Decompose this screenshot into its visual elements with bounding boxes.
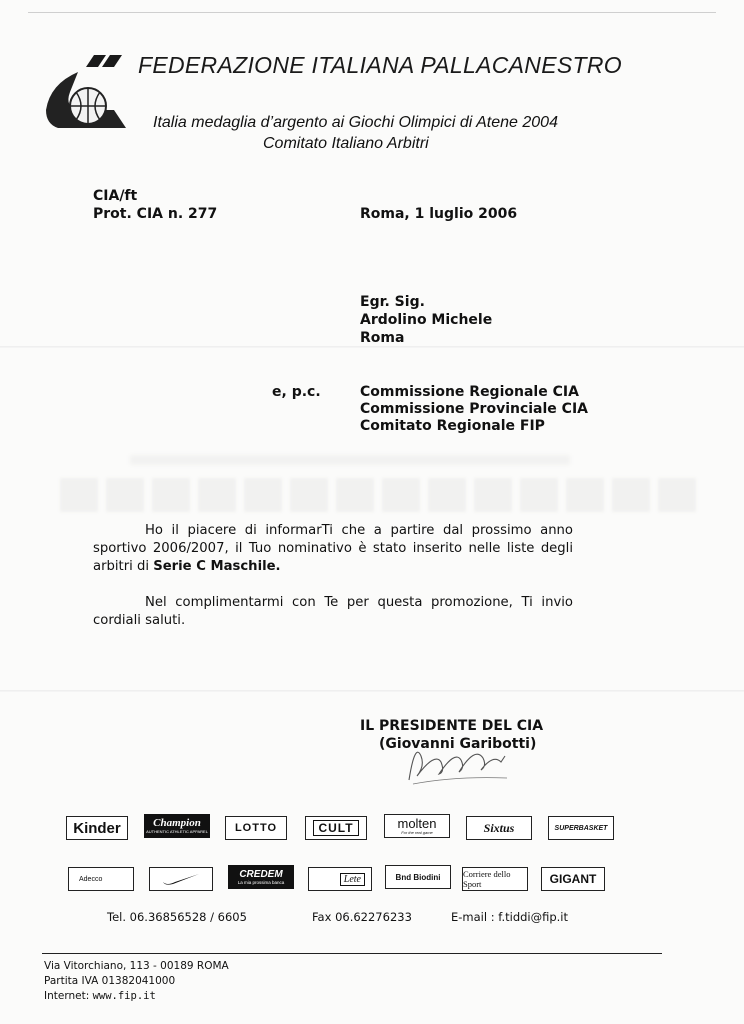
recipient-salutation: Egr. Sig. bbox=[360, 294, 425, 310]
sponsor-nike bbox=[149, 867, 213, 891]
footer-address: Via Vitorchiano, 113 - 00189 ROMA bbox=[44, 960, 229, 972]
contact-email[interactable]: E-mail : f.tiddi@fip.it bbox=[451, 910, 569, 924]
sponsor-molten: molten For the real game bbox=[384, 814, 450, 838]
sponsor-sixtus: Sixtus bbox=[466, 816, 532, 840]
cc-line: Comitato Regionale FIP bbox=[360, 418, 545, 434]
contact-fax: Fax 06.62276233 bbox=[312, 910, 412, 924]
sponsor-adecco: Adecco bbox=[68, 867, 134, 891]
paper-fold bbox=[0, 346, 744, 348]
committee-subtitle: Comitato Italiano Arbitri bbox=[263, 135, 429, 152]
sponsor-champion: Champion AUTHENTIC ATHLETIC APPAREL bbox=[144, 814, 210, 838]
sponsor-lotto: LOTTO bbox=[225, 816, 287, 840]
cc-line: Commissione Regionale CIA bbox=[360, 384, 579, 400]
body-text: Ho il piacere di informarTi che a partire dal prossimo anno sportivo 2006/2007, il Tuo nominativo è stato inserito nelle liste degli arbitri di bbox=[93, 523, 573, 574]
recipient-name: Ardolino Michele bbox=[360, 312, 493, 328]
cc-label: e, p.c. bbox=[272, 384, 321, 400]
nike-swoosh-icon bbox=[161, 872, 201, 886]
internet-label: Internet: bbox=[44, 990, 93, 1002]
signature-title: IL PRESIDENTE DEL CIA bbox=[360, 718, 544, 734]
sponsor-credem: CREDEM La mia prossima banca bbox=[228, 865, 294, 889]
sponsor-superbasket: SUPERBASKET bbox=[548, 816, 614, 840]
sponsor-kinder: Kinder bbox=[66, 816, 128, 840]
sponsor-corriere-dello-sport: Corriere dello Sport bbox=[462, 867, 528, 891]
body-paragraph-1 bbox=[93, 522, 573, 576]
reference-code: CIA/ft bbox=[93, 188, 138, 204]
recipient-city: Roma bbox=[360, 330, 405, 346]
website-link[interactable]: www.fip.it bbox=[92, 990, 156, 1002]
paper-fold bbox=[0, 690, 744, 692]
bleed-through bbox=[130, 455, 570, 465]
footer-rule bbox=[42, 953, 662, 954]
signature-name: (Giovanni Garibotti) bbox=[379, 736, 537, 752]
sponsor-gigant: GIGANT bbox=[541, 867, 605, 891]
footer-internet bbox=[44, 990, 156, 1002]
fip-logo bbox=[40, 50, 140, 140]
sponsor-lete: Lete bbox=[308, 867, 372, 891]
olympic-subtitle: Italia medaglia d’argento ai Giochi Olimpici di Atene 2004 bbox=[153, 114, 558, 131]
series-name: Serie C Maschile. bbox=[153, 559, 281, 574]
sponsor-cult: CULT bbox=[305, 816, 367, 840]
protocol-number: Prot. CIA n. 277 bbox=[93, 206, 218, 222]
body-paragraph-2: Nel complimentarmi con Te per questa promozione, Ti invio cordiali saluti. bbox=[93, 595, 573, 628]
contact-phone: Tel. 06.36856528 / 6605 bbox=[107, 910, 247, 924]
federation-title: FEDERAZIONE ITALIANA PALLACANESTRO bbox=[138, 52, 622, 78]
footer-vat: Partita IVA 01382041000 bbox=[44, 975, 176, 987]
place-date: Roma, 1 luglio 2006 bbox=[360, 206, 518, 222]
bleed-through bbox=[60, 478, 700, 512]
sponsor-bnd: Bnd Biodini bbox=[385, 865, 451, 889]
top-rule bbox=[28, 12, 716, 13]
handwritten-signature bbox=[395, 732, 525, 792]
cc-line: Commissione Provinciale CIA bbox=[360, 401, 588, 417]
